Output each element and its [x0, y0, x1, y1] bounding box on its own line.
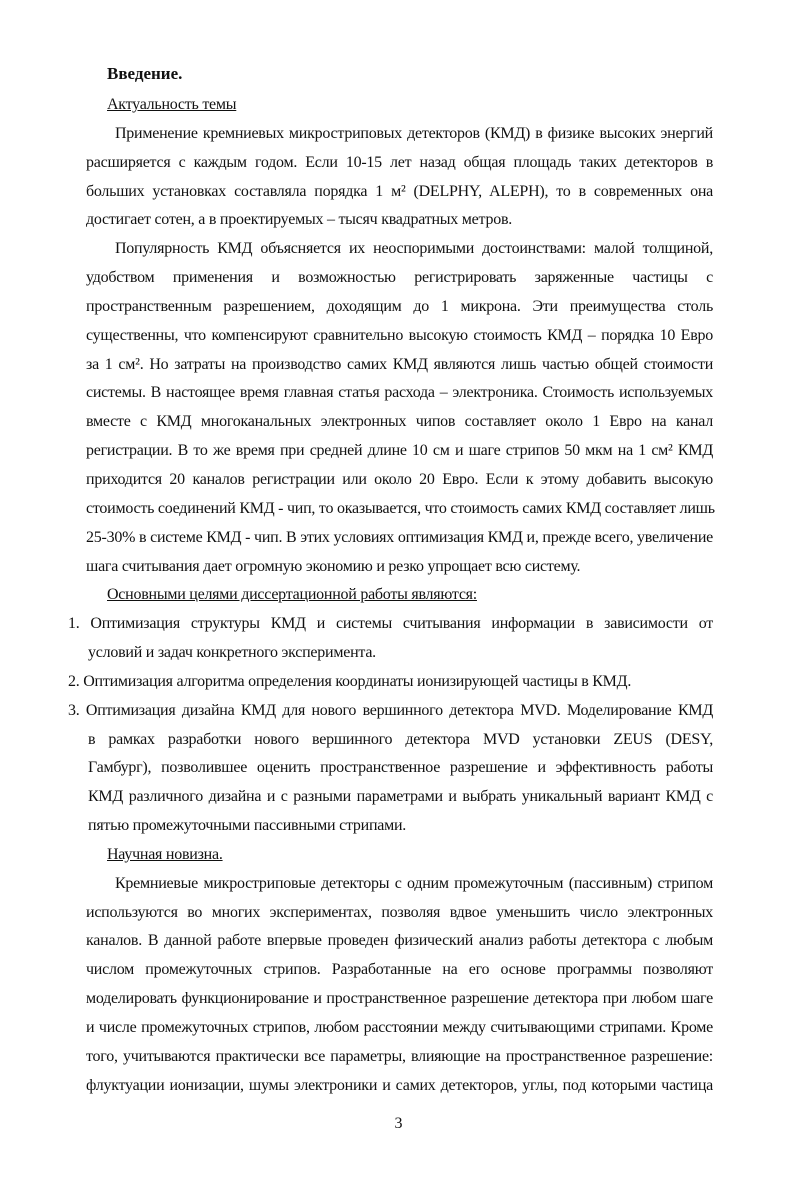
text-line: Популярность КМД объясняется их неоспоримыми достоинствами: малой толщиной,: [115, 240, 713, 258]
list-item-3: 3. Оптимизация дизайна КМД для нового вершинного детектора MVD. Моделирование КМД: [68, 701, 713, 719]
list-item-3-cont: Гамбург), позволившее оценить пространственное разрешение и эффективность работы: [88, 759, 713, 777]
text-line: Применение кремниевых микростриповых детекторов (КМД) в физике высоких энергий: [115, 124, 713, 142]
list-item-1-cont: условий и задач конкретного эксперимента.: [88, 644, 376, 662]
list-item-3-cont: КМД различного дизайна и с разными параметрами и выбрать уникальный вариант КМД с: [88, 788, 713, 806]
text-line: каналов. В данной работе впервые проведен физический анализ работы детектора с любым: [86, 932, 713, 950]
text-line: за 1 см². Но затраты на производство самих КМД являются лишь частью общей стоимости: [86, 355, 713, 373]
text-line: достигает сотен, а в проектируемых – тысяч квадратных метров.: [86, 211, 513, 229]
text-line: расширяется с каждым годом. Если 10-15 лет назад общая площадь таких детекторов в: [86, 153, 713, 171]
text-line: используются во многих экспериментах, позволяя вдвое уменьшить число электронных: [86, 903, 713, 921]
page-number: 3: [394, 1115, 403, 1132]
text-line: 25-30% в системе КМД - чип. В этих условиях оптимизация КМД и, прежде всего, увеличение: [86, 528, 713, 546]
text-line: и числе промежуточных стрипов, любом расстоянии между считывающими стрипами. Кроме: [86, 1019, 713, 1036]
text-line: существенны, что компенсируют сравнительно высокую стоимость КМД – порядка 10 Евро: [86, 326, 713, 344]
list-item-2: 2. Оптимизация алгоритма определения координаты ионизирующей частицы в КМД.: [68, 672, 632, 690]
text-line: регистрации. В то же время при средней длине 10 см и шаге стрипов 50 мкм на 1 см² КМД: [86, 442, 713, 460]
subheading-goals: Основными целями диссертационной работы являются:: [107, 586, 477, 604]
text-line: приходится 20 каналов регистрации или около 20 Евро. Если к этому добавить высокую: [86, 470, 713, 488]
subheading-novelty: Научная новизна.: [107, 845, 223, 863]
text-line: моделировать функционирование и пространственное разрешение детектора при любом шаге: [86, 990, 713, 1008]
text-line: того, учитываются практически все параметры, влияющие на пространственное разрешение:: [86, 1047, 713, 1065]
section-heading: Введение.: [107, 64, 183, 83]
list-item-3-cont: пятью промежуточными пассивными стрипами.: [88, 817, 407, 835]
text-line: числом промежуточных стрипов. Разработанные на его основе программы позволяют: [86, 961, 713, 979]
text-line: вместе с КМД многоканальных электронных чипов составляет около 1 Евро на канал: [86, 413, 713, 431]
text-line: стоимость соединений КМД - чип, то оказывается, что стоимость самих КМД составляет лишь: [86, 499, 715, 517]
text-line: шага считывания дает огромную экономию и резко упрощает всю систему.: [86, 557, 581, 575]
text-line: удобством применения и возможностью регистрировать заряженные частицы с: [86, 269, 713, 287]
text-line: флуктуации ионизации, шумы электроники и самих детекторов, углы, под которыми частица: [86, 1076, 713, 1094]
text-line: системы. В настоящее время главная статья расхода – электроника. Стоимость используемых: [86, 384, 713, 402]
subheading-relevance: Актуальность темы: [107, 96, 237, 113]
list-item-1: 1. Оптимизация структуры КМД и системы считывания информации в зависимости от: [68, 615, 713, 633]
text-line: пространственным разрешением, доходящим до 1 микрона. Эти преимущества столь: [86, 297, 713, 315]
text-line: Кремниевые микростриповые детекторы с одним промежуточным (пассивным) стрипом: [115, 874, 713, 892]
list-item-3-cont: в рамках разработки нового вершинного детектора MVD установки ZEUS (DESY,: [88, 730, 713, 748]
text-line: больших установках составляла порядка 1 м² (DELPHY, ALEPH), то в современных она: [86, 182, 713, 200]
document-body: [68, 91, 715, 1101]
